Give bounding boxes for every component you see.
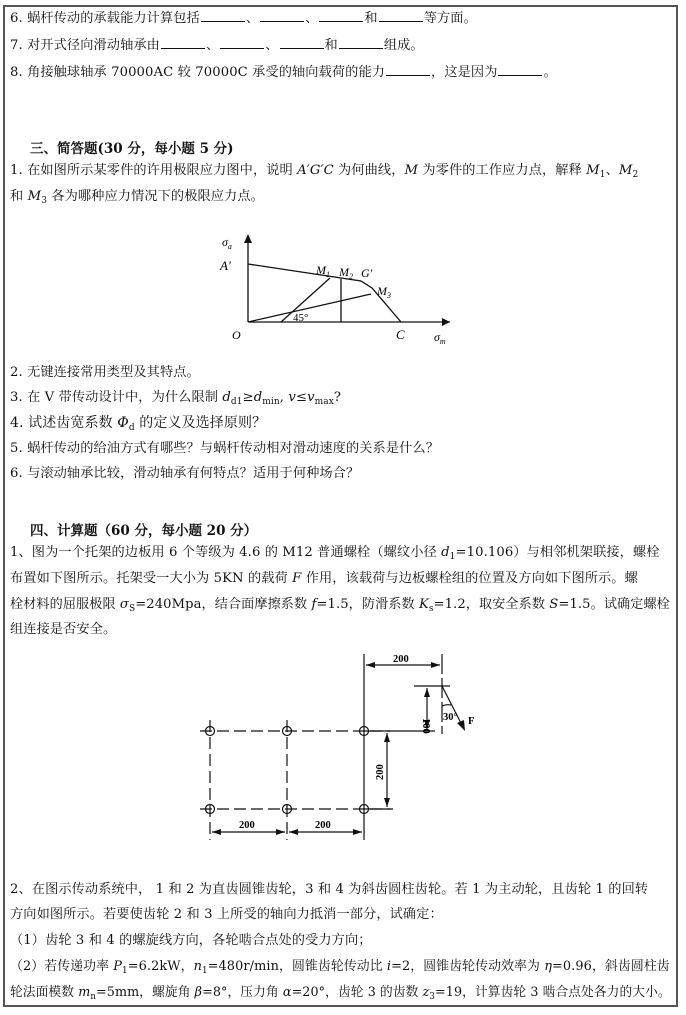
calc-question-2-line-2: 方向如图所示。若要使齿轮 2 和 3 上所受的轴向力抵消一部分，试确定： — [10, 907, 443, 922]
dimension-label-top: 200 — [393, 654, 409, 665]
subscript: 1 — [449, 552, 456, 562]
subscript: S — [128, 604, 136, 614]
question-text: =5mm，螺旋角 — [96, 985, 195, 1000]
question-text: 和 — [10, 189, 28, 204]
question-text: 1、图为一个托架的边板用 6 个等级为 4.6 的 M12 普通螺栓（螺纹小径 — [10, 545, 442, 560]
question-text: 7. 对开式径向滑动轴承由 — [10, 38, 160, 53]
question-text: 为零件的工作应力点，解释 — [418, 163, 587, 178]
symbol: i — [386, 959, 392, 974]
angle-label: 30° — [443, 712, 458, 723]
arrowhead — [384, 798, 390, 807]
question-text: 等方面。 — [423, 11, 477, 26]
arrowhead — [212, 829, 221, 835]
question-text: 作用，该载荷与边板螺栓组的位置及方向如下图所示。螺 — [301, 571, 638, 586]
answer-blank[interactable] — [201, 9, 245, 22]
arrowhead — [424, 688, 430, 697]
separator: 和 — [324, 38, 338, 53]
arrowhead — [276, 829, 285, 835]
symbol: F — [292, 571, 302, 586]
calc-question-1-line-2 — [10, 570, 638, 588]
subscript: 1 — [201, 966, 208, 976]
question-text: =8°，压力角 — [202, 985, 283, 1000]
short-answer-question-1-line-1 — [10, 162, 638, 180]
question-text: =480r/min，圆锥齿轮传动比 — [207, 959, 387, 974]
separator: 、 — [265, 38, 279, 53]
question-text: =6.2kW， — [127, 959, 194, 974]
dimension-label-bottom-left: 200 — [239, 820, 255, 831]
point-label: M — [404, 163, 419, 178]
subscript: s — [428, 604, 434, 614]
calc-question-2-line-5 — [10, 984, 671, 1002]
subscript: 1 — [599, 170, 606, 180]
question-text: =19，计算齿轮 3 啮合点处各力的大小。 — [435, 985, 671, 1000]
symbol: m — [78, 985, 91, 1000]
fill-in-question-6 — [10, 9, 477, 28]
question-text: （2）若传递功率 — [10, 959, 114, 974]
calc-question-2-line-4 — [10, 958, 670, 976]
subscript: 3 — [41, 196, 48, 206]
separator: 、 — [205, 38, 220, 53]
point-label: M — [586, 163, 600, 178]
symbol: d — [222, 390, 231, 405]
x-axis-label: $\sigma_m$ — [434, 330, 446, 346]
fill-in-question-8 — [10, 63, 557, 82]
section-4-title: 四、计算题（60 分，每小题 20 分） — [30, 523, 258, 539]
symbol: β — [194, 985, 203, 1000]
question-text: 3. 在 V 带传动设计中，为什么限制 — [10, 390, 223, 405]
question-text: 为何曲线， — [333, 163, 405, 178]
point-label: M — [618, 163, 633, 178]
curve-label: A′G′C — [297, 163, 334, 178]
arrowhead — [289, 829, 298, 835]
answer-blank[interactable] — [319, 9, 363, 22]
separator: 、 — [605, 163, 619, 178]
calc-question-1-line-3 — [10, 596, 670, 614]
load-line-m3 — [248, 294, 371, 322]
fill-in-question-7 — [10, 36, 424, 55]
limit-stress-diagram — [200, 222, 480, 350]
short-answer-question-1-line-2 — [10, 188, 264, 206]
question-text: =1.5，防滑系数 — [316, 597, 419, 612]
answer-blank[interactable] — [220, 36, 264, 49]
y-axis-label: $\sigma_a$ — [222, 235, 232, 251]
question-text: 。 — [543, 65, 557, 80]
subscript: n — [90, 992, 97, 1002]
force-arrowhead — [457, 720, 465, 731]
symbol: ≤ — [295, 390, 308, 405]
symbol: σ — [119, 597, 129, 612]
question-text: ? — [333, 390, 342, 405]
symbol: v — [288, 390, 296, 405]
subscript: d — [128, 423, 135, 433]
question-text: 各为哪种应力情况下的极限应力点。 — [47, 189, 264, 204]
symbol: K — [418, 597, 429, 612]
x-axis-arrow — [442, 318, 450, 326]
symbol: Φ — [117, 415, 129, 431]
dimension-label-bottom-right: 200 — [315, 820, 331, 831]
arrowhead — [431, 662, 440, 668]
m3-label: $M_3$ — [377, 284, 391, 300]
bolt-layout-diagram — [180, 650, 500, 850]
arrowhead — [353, 829, 362, 835]
y-axis-arrow — [244, 234, 252, 243]
answer-blank[interactable] — [498, 63, 542, 76]
subscript: 2 — [632, 170, 639, 180]
point-c-label: C — [396, 327, 405, 342]
symbol: η — [544, 959, 553, 974]
question-text: =0.96，斜齿圆柱齿 — [552, 959, 670, 974]
answer-blank[interactable] — [339, 36, 383, 49]
separator: , — [279, 390, 289, 405]
subscript: max — [314, 397, 334, 407]
question-text: =1.5。试确定螺栓 — [558, 597, 670, 612]
question-text: 栓材料的屈服极限 — [10, 597, 120, 612]
question-text: 组成。 — [383, 38, 424, 53]
subscript: min — [262, 397, 280, 407]
symbol: P — [113, 959, 123, 974]
question-text: =10.106）与相邻机架联接，螺栓 — [455, 545, 660, 560]
question-text: =2，圆锥齿轮传动效率为 — [391, 959, 545, 974]
calc-question-1-line-1 — [10, 544, 660, 562]
symbol: d — [441, 545, 450, 560]
subscript: 3 — [429, 992, 436, 1002]
short-answer-question-4 — [10, 414, 266, 432]
m1-label: $M_1$ — [316, 263, 330, 279]
separator: 、 — [245, 11, 260, 26]
force-label: F — [468, 716, 475, 727]
dimension-label-100: 100 — [420, 718, 431, 734]
question-text: 1. 在如图所示某零件的许用极限应力图中，说明 — [10, 163, 298, 178]
symbol: α — [282, 985, 292, 1000]
answer-blank[interactable] — [386, 63, 430, 76]
section-3-title: 三、简答题(30 分，每小题 5 分) — [30, 141, 234, 157]
angle-label: 45° — [293, 312, 309, 324]
answer-blank[interactable] — [260, 9, 304, 22]
angle-arc — [442, 705, 451, 706]
m2-label: $M_2$ — [339, 265, 353, 281]
question-text: =240Mpa，结合面摩擦系数 — [135, 597, 312, 612]
short-answer-question-2: 2. 无键连接常用类型及其特点。 — [10, 365, 200, 380]
short-answer-question-6: 6. 与滚动轴承比较，滑动轴承有何特点？适用于何种场合？ — [10, 466, 360, 481]
arrowhead — [366, 662, 375, 668]
question-text: 的定义及选择原则？ — [134, 415, 267, 431]
point-label: M — [27, 189, 42, 204]
subscript: 1 — [122, 966, 128, 976]
question-text: =20°，齿轮 3 的齿数 — [291, 985, 423, 1000]
question-text: ，这是因为 — [431, 65, 498, 80]
short-answer-question-5: 5. 蜗杆传动的给油方式有哪些？与蜗杆传动相对滑动速度的关系是什么？ — [10, 441, 439, 456]
symbol: d — [253, 390, 263, 405]
question-text: 4. 试述齿宽系数 — [10, 415, 118, 431]
dimension-label-200-vertical: 200 — [375, 764, 386, 780]
origin-label: O — [232, 328, 241, 342]
question-text: =1.2，取安全系数 — [433, 597, 550, 612]
arrowhead — [384, 733, 390, 742]
calc-question-1-line-4: 组连接是否安全。 — [10, 622, 117, 637]
symbol: v — [307, 390, 315, 405]
separator: 、 — [305, 11, 319, 26]
symbol: z — [422, 985, 430, 1000]
question-text: 6. 蜗杆传动的承载能力计算包括 — [10, 11, 200, 26]
answer-blank[interactable] — [379, 9, 423, 22]
question-text: 轮法面模数 — [10, 985, 79, 1000]
question-text: 布置如下图所示。托架受一大小为 5KN 的载荷 — [10, 571, 293, 586]
separator: 和 — [364, 11, 378, 26]
symbol: f — [311, 597, 317, 612]
short-answer-question-3 — [10, 389, 341, 407]
answer-blank[interactable] — [280, 36, 324, 49]
symbol: S — [549, 597, 559, 612]
subscript: d1 — [230, 397, 243, 407]
symbol: ≥ — [242, 390, 254, 405]
calc-question-2-line-1: 2、在图示传动系统中， 1 和 2 为直齿圆锥齿轮，3 和 4 为斜齿圆柱齿轮。若 1 为主动轮，且齿轮 1 的回转 — [10, 882, 649, 897]
question-text: 8. 角接触球轴承 70000AC 较 70000C 承受的轴向载荷的能力 — [10, 65, 386, 80]
point-a-label: A′ — [220, 258, 231, 273]
answer-blank[interactable] — [161, 36, 205, 49]
point-g-label: G′ — [361, 266, 373, 280]
symbol: n — [193, 959, 202, 974]
calc-question-2-line-3: （1）齿轮 3 和 4 的螺旋线方向，各轮啮合点处的受力方向； — [10, 933, 372, 948]
